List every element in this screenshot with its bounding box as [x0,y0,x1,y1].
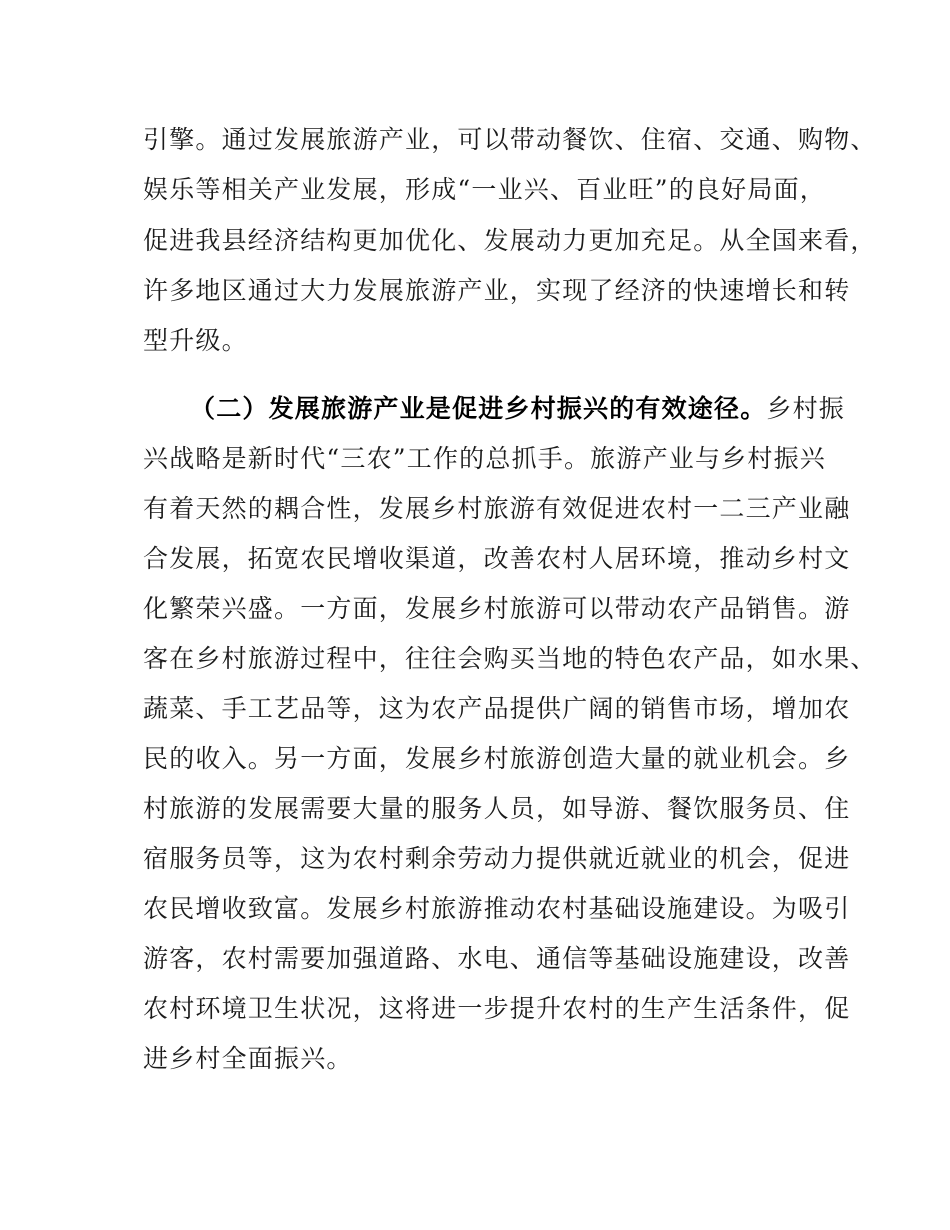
paragraph2-line-6: 客在乡村旅游过程中，往往会购买当地的特色农产品，如水果、 [143,644,877,673]
paragraph2-line-2: 兴战略是新时代“三农”工作的总抓手。旅游产业与乡村振兴 [143,444,826,473]
paragraph2-line-9: 村旅游的发展需要大量的服务人员，如导游、餐饮服务员、住 [143,794,851,823]
paragraph2-line-10: 宿服务员等，这为农村剩余劳动力提供就近就业的机会，促进 [143,844,851,873]
paragraph2-line-8: 民的收入。另一方面，发展乡村旅游创造大量的就业机会。乡 [143,744,851,773]
paragraph2-line-5: 化繁荣兴盛。一方面，发展乡村旅游可以带动农产品销售。游 [143,594,851,623]
paragraph1-line-4: 许多地区通过大力发展旅游产业，实现了经济的快速增长和转 [143,276,851,305]
paragraph2-line-13: 农村环境卫生状况，这将进一步提升农村的生产生活条件，促 [143,994,851,1023]
section-heading: （二）发展旅游产业是促进乡村振兴的有效途径。 [190,394,767,423]
paragraph2-first-line-text: 乡村振 [766,394,846,423]
paragraph2-line-11: 农民增收致富。发展乡村旅游推动农村基础设施建设。为吸引 [143,894,851,923]
paragraph2-first-line [190,389,950,429]
paragraph2-line-12: 游客，农村需要加强道路、水电、通信等基础设施建设，改善 [143,944,851,973]
paragraph1-line-1: 引擎。通过发展旅游产业，可以带动餐饮、住宿、交通、购物、 [143,125,877,154]
paragraph2-line-3: 有着天然的耦合性，发展乡村旅游有效促进农村一二三产业融 [143,494,851,523]
paragraph1-line-5: 型升级。 [143,326,248,355]
paragraph1-line-3: 促进我县经济结构更加优化、发展动力更加充足。从全国来看， [143,226,877,255]
paragraph1-line-2: 娱乐等相关产业发展，形成“一业兴、百业旺”的良好局面， [143,175,826,204]
paragraph2-line-14: 进乡村全面振兴。 [143,1044,353,1073]
paragraph2-line-7: 蔬菜、手工艺品等，这为农产品提供广阔的销售市场，增加农 [143,694,851,723]
paragraph2-line-4: 合发展，拓宽农民增收渠道，改善农村人居环境，推动乡村文 [143,544,851,573]
